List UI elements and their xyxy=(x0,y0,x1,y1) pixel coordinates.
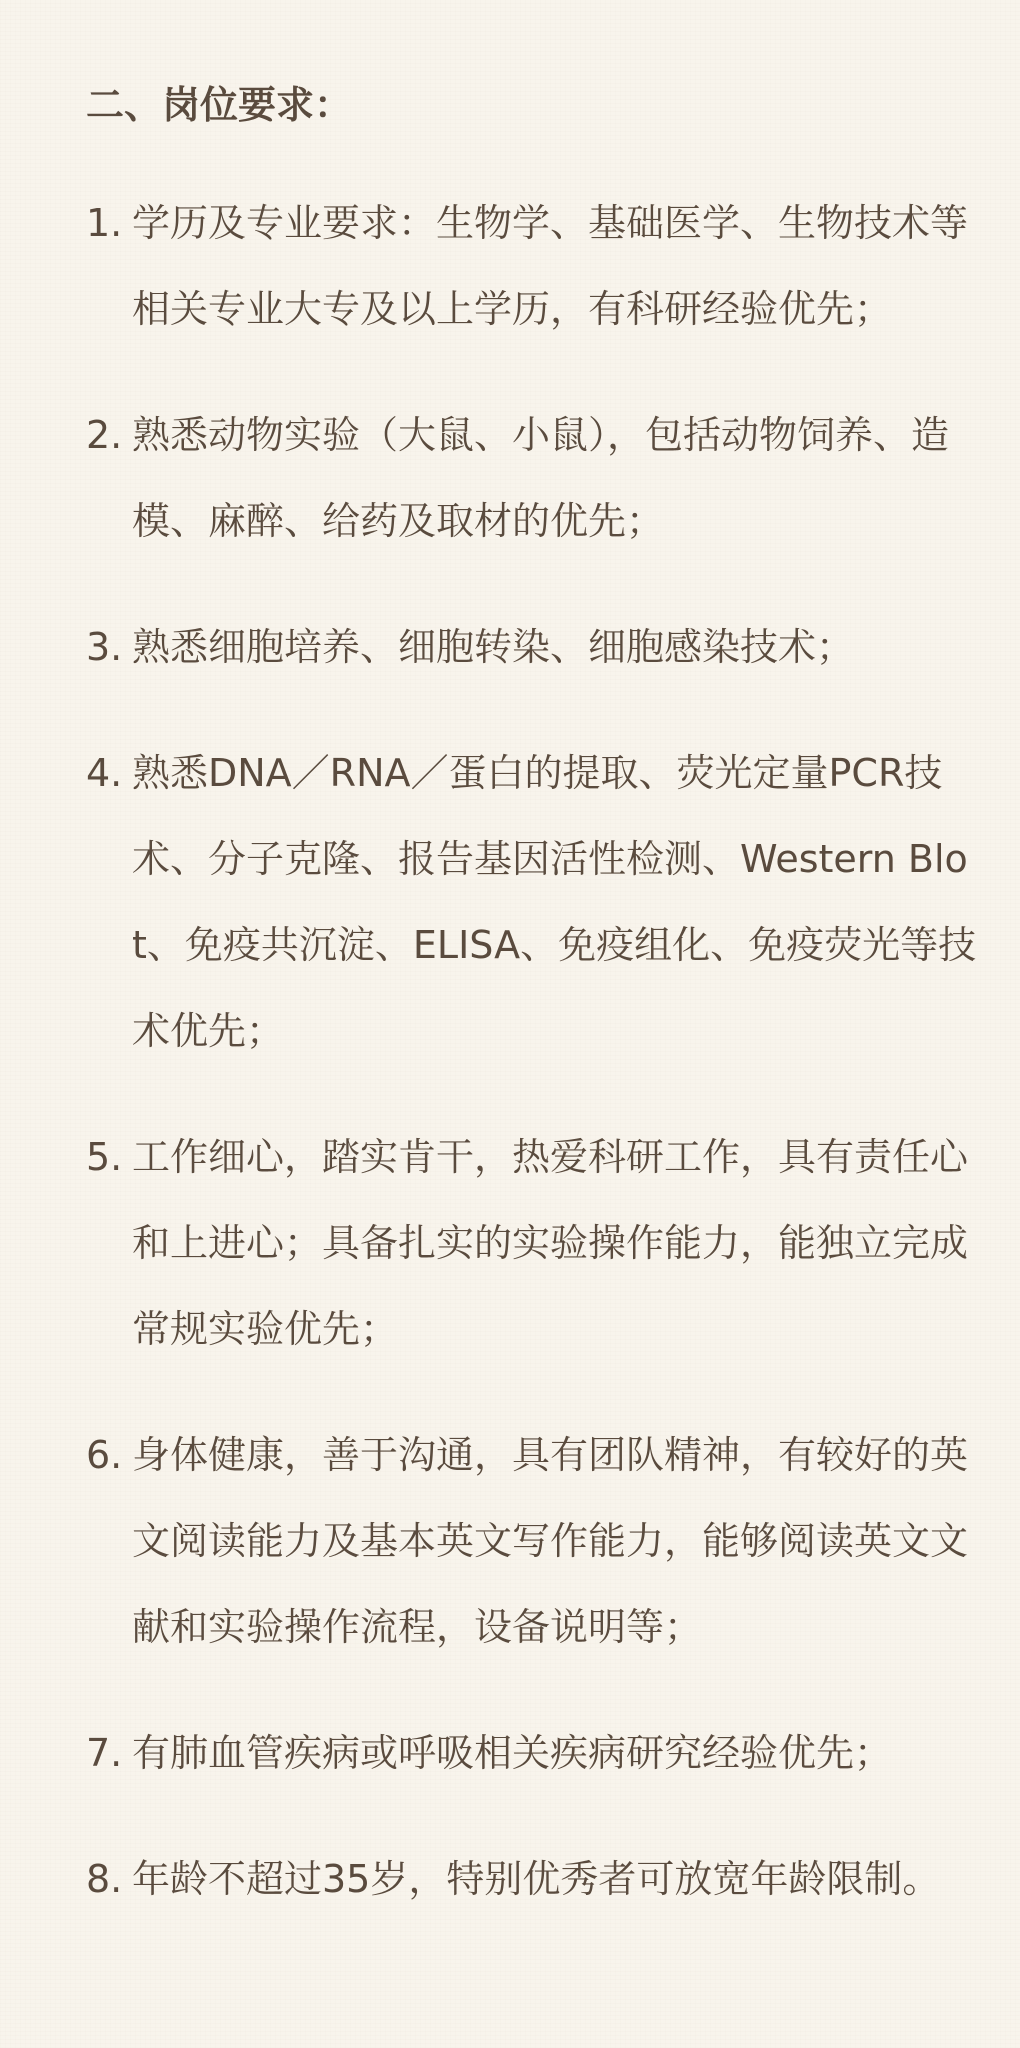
requirement-text: 熟悉细胞培养、细胞转染、细胞感染技术； xyxy=(132,625,855,669)
requirement-text: 有肺血管疾病或呼吸相关疾病研究经验优先； xyxy=(132,1731,893,1775)
section-title: 二、岗位要求： xyxy=(86,83,353,127)
requirement-item-4 xyxy=(86,730,984,1074)
requirement-item-3 xyxy=(86,604,984,690)
requirement-text: 熟悉动物实验（大鼠、小鼠），包括动物饲养、造模、麻醉、给药及取材的优先； xyxy=(132,413,950,543)
requirement-text: 身体健康，善于沟通，具有团队精神，有较好的英文阅读能力及基本英文写作能力，能够阅读英文文献和实验操作流程，设备说明等； xyxy=(132,1433,969,1649)
requirement-text: 熟悉DNA／RNA／蛋白的提取、荧光定量PCR技术、分子克隆、报告基因活性检测、Western Blot、免疫共沉淀、ELISA、免疫组化、免疫荧光等技术优先； xyxy=(132,751,977,1053)
requirement-number: 3. xyxy=(86,625,123,669)
requirement-number: 8. xyxy=(86,1857,123,1901)
requirement-text: 工作细心，踏实肯干，热爱科研工作，具有责任心和上进心；具备扎实的实验操作能力，能独立完成常规实验优先； xyxy=(132,1135,969,1351)
requirement-item-8 xyxy=(86,1836,984,1922)
requirement-number: 1. xyxy=(86,201,123,245)
requirement-item-1 xyxy=(86,180,984,352)
requirement-item-5 xyxy=(86,1114,984,1372)
requirement-text: 年龄不超过35岁，特别优秀者可放宽年龄限制。 xyxy=(132,1857,941,1901)
requirement-number: 2. xyxy=(86,413,123,457)
requirement-number: 6. xyxy=(86,1433,123,1477)
requirement-item-2 xyxy=(86,392,984,564)
requirement-text: 学历及专业要求：生物学、基础医学、生物技术等相关专业大专及以上学历，有科研经验优先； xyxy=(132,201,969,331)
requirement-item-7 xyxy=(86,1710,984,1796)
requirement-number: 5. xyxy=(86,1135,123,1179)
requirements-list xyxy=(86,180,984,1922)
requirement-number: 4. xyxy=(86,751,123,795)
requirement-item-6 xyxy=(86,1412,984,1670)
requirement-number: 7. xyxy=(86,1731,123,1775)
